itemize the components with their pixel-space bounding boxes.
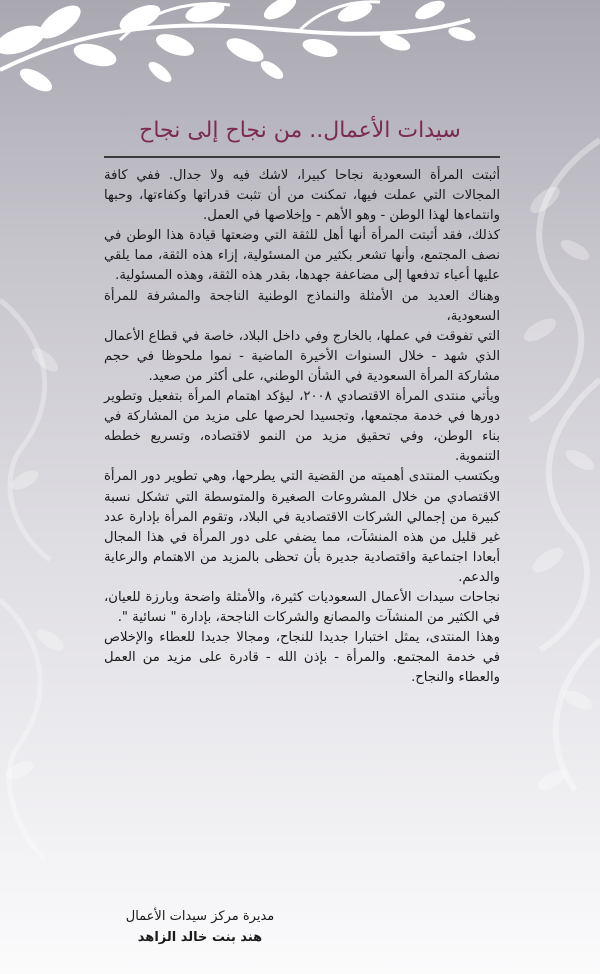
paragraph: وهناك العديد من الأمثلة والنماذج الوطنية الناجحة والمشرفة للمرأة السعودية، [104, 288, 500, 324]
page-title: سيدات الأعمال.. من نجاح إلى نجاح [139, 118, 461, 143]
signature-block [100, 907, 300, 949]
paragraph: ويكتسب المنتدى أهميته من القضية التي يطرحها، وهي تطوير دور المرأة الاقتصادي من خلال المشروعات الصغيرة والمتوسطة التي تشكل نسبة كبيرة من إجمالي الشركات الاقتصادية في البلاد، وتقوم المرأة بإدارة عدد غير قليل من هذه المنشآت، مما يضفي على دور المرأة في هذا المجال أبعادا اجتماعية واقتصادية جديرة بأن تحظى بالمزيد من الاهتمام والرعاية والدعم. [104, 469, 500, 585]
signature-role: مديرة مركز سيدات الأعمال [125, 909, 275, 924]
paragraph: كذلك، فقد أثبتت المرأة أنها أهل للثقة التي وضعتها قيادة هذا الوطن في نصف المجتمع، وأنها تشعر بكثير من المسئولية، إزاء هذه الثقة، مما يلقي عليها أعباء تدفعها إلى مضاعفة جهدها، بقدر هذه الثقة، وهذه المسئولية. [104, 228, 500, 284]
signature-name: هند بنت خالد الزاهد [137, 930, 263, 945]
paragraph: التي تفوقت في عملها، بالخارج وفي داخل البلاد، خاصة في قطاع الأعمال الذي شهد - خلال السنوات الأخيرة الماضية - نموا ملحوظا في حجم مشاركة المرأة السعودية في الشأن الوطني، على أكثر من صعيد. [104, 328, 500, 384]
article-body [104, 166, 500, 688]
paragraph: نجاحات سيدات الأعمال السعوديات كثيرة، والأمثلة واضحة وبارزة للعيان، في الكثير من المنشآت والمصانع والشركات الناجحة، بإدارة " نسائية ". [104, 589, 500, 626]
paragraph: ويأتي منتدى المرأة الاقتصادي ٢٠٠٨، ليؤكد اهتمام المرأة بتفعيل وتطوير دورها في خدمة مجتمعها، وتجسيدا لحرصها على مزيد من المشاركة في بناء الوطن، وفي تحقيق مزيد من النمو لاقتصاده، وتسريع خططه التنموية. [104, 389, 500, 465]
paragraph: وهذا المنتدى، يمثل اختبارا جديدا للنجاح، ومجالا جديدا للعطاء والإخلاص في خدمة المجتمع. والمرأة - بإذن الله - قادرة على مزيد من العمل والعطاء والنجاح. [104, 630, 500, 686]
paragraph: أثبتت المرأة السعودية نجاحا كبيرا، لاشك فيه ولا جدال. ففي كافة المجالات التي عملت فيها، تمكنت من أن تثبت قدراتها وكفاءتها، وحبها وانتماءها لهذا الوطن - وهو الأهم - وإخلاصها في العمل. [104, 168, 500, 224]
title-divider [104, 156, 500, 158]
